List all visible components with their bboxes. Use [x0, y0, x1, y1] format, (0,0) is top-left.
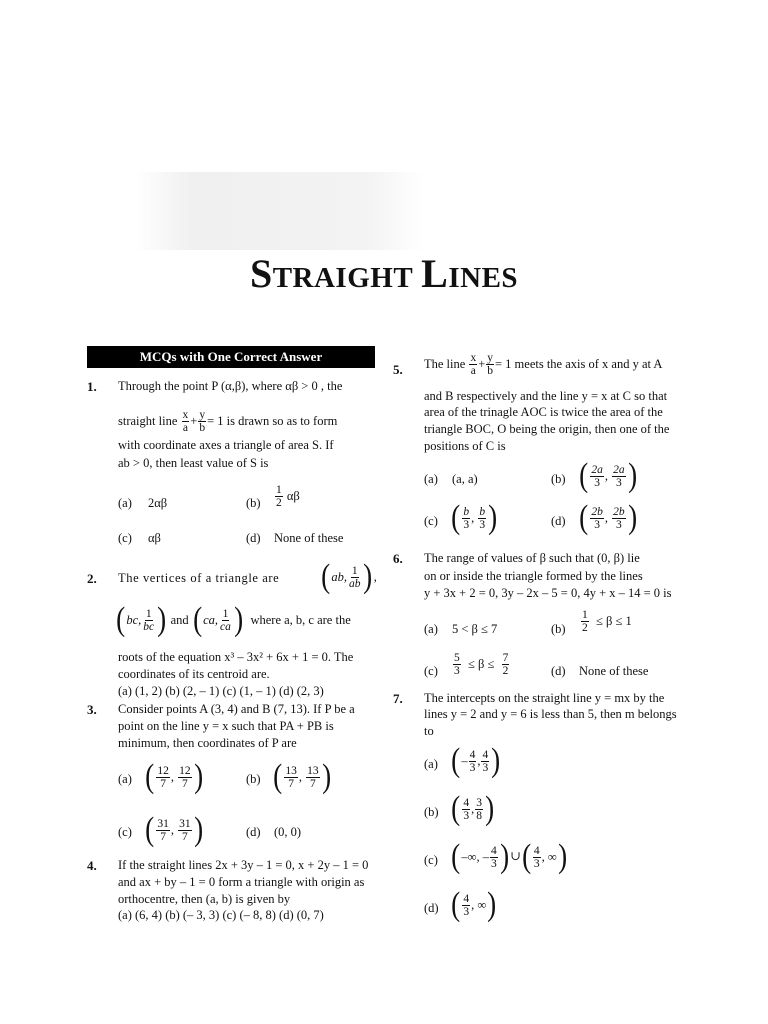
- option-value: [272, 758, 332, 795]
- question-text: The range of values of β such that (0, β) lie: [424, 551, 640, 565]
- option-value: [450, 886, 498, 923]
- question-text: point on the line y = x such that PA + PB is: [118, 719, 334, 733]
- numerator: 2a: [591, 463, 603, 476]
- text: –∞, –: [461, 849, 489, 864]
- fraction: [198, 409, 206, 434]
- fraction: [306, 765, 320, 790]
- option-value: [450, 742, 502, 779]
- denominator: 3: [463, 905, 470, 918]
- fraction: [502, 652, 510, 677]
- option-label: (d): [424, 901, 439, 915]
- text: ,: [373, 569, 377, 584]
- question-text: Through the point P (α,β), where αβ > 0 , the: [118, 379, 343, 393]
- denominator: ab: [348, 577, 361, 590]
- chapter-title: [0, 250, 768, 297]
- question-number: 3.: [87, 702, 97, 717]
- scan-smudge: [135, 172, 425, 250]
- numerator: b: [463, 505, 470, 518]
- option-value: [578, 499, 638, 536]
- numerator: 4: [533, 844, 540, 857]
- fraction: [481, 749, 489, 774]
- fraction: [612, 464, 626, 489]
- denominator: bc: [143, 620, 155, 633]
- question-text: [424, 352, 662, 377]
- parenthesized: ( $\frac{2b}{3}$ , $\frac{2b}{3}$ ): [579, 499, 637, 536]
- operator: +: [190, 414, 198, 428]
- question-text: coordinates of its centroid are.: [118, 667, 270, 681]
- question-number: 5.: [393, 362, 403, 377]
- numerator: 3: [476, 796, 482, 809]
- option-value: [144, 758, 204, 795]
- numerator: x: [470, 352, 477, 364]
- question-text: roots of the equation x³ – 3x² + 6x + 1 = 0. The: [118, 650, 354, 664]
- question-text: to: [424, 724, 434, 738]
- numerator: x: [182, 409, 189, 421]
- parenthesized: ( $\frac{4}{3}$ , $\frac{3}{8}$ ): [451, 790, 495, 827]
- fraction: [178, 818, 192, 843]
- option-label: (a): [118, 772, 132, 786]
- title-ines: INES: [448, 262, 519, 294]
- parenthesized: ( $\frac{4}{3}$ , ∞ ): [521, 838, 568, 875]
- option-label: (a): [424, 622, 438, 636]
- text: ab,: [331, 569, 347, 584]
- numerator: 1: [222, 607, 229, 620]
- fraction: [469, 352, 477, 377]
- fraction: [478, 506, 486, 531]
- numerator: 31: [179, 817, 191, 830]
- option-value: [274, 484, 300, 509]
- fraction: [462, 797, 470, 822]
- question-text: on or inside the triangle formed by the lines: [424, 569, 643, 583]
- fraction: [182, 409, 190, 434]
- denominator: 2: [502, 665, 509, 677]
- text: straight line: [118, 414, 178, 428]
- denominator: 3: [463, 809, 470, 822]
- fraction: [469, 749, 477, 774]
- text: αβ: [286, 489, 300, 503]
- question-number: 4.: [87, 858, 97, 873]
- option-value: αβ: [148, 531, 161, 545]
- numerator: 2a: [613, 463, 625, 476]
- numerator: b: [479, 505, 486, 518]
- title-l: L: [421, 251, 449, 296]
- numerator: 4: [482, 748, 489, 761]
- denominator: 3: [594, 476, 600, 489]
- denominator: 3: [594, 518, 600, 531]
- option-value: [578, 457, 638, 494]
- operator: ∪: [510, 848, 521, 863]
- question-text: The vertices of a triangle are: [118, 571, 280, 585]
- text: –: [461, 753, 468, 768]
- parenthesized: ( $\frac{2a}{3}$ , $\frac{2a}{3}$ ): [579, 457, 637, 494]
- option-label: (c): [424, 514, 438, 528]
- denominator: 7: [309, 777, 316, 790]
- fraction: [581, 609, 589, 634]
- options: (a) (6, 4) (b) (– 3, 3) (c) (– 8, 8) (d) (0, 7): [118, 908, 324, 922]
- question-text: [118, 409, 337, 434]
- option-value: [450, 838, 568, 875]
- fraction: [219, 608, 232, 633]
- text: , ∞: [541, 849, 557, 864]
- denominator: 3: [533, 857, 540, 870]
- denominator: 3: [615, 476, 622, 489]
- option-label: (d): [551, 514, 566, 528]
- question-text: ab > 0, then least value of S is: [118, 456, 269, 470]
- text: ≤ β ≤ 1: [596, 614, 632, 628]
- text: ca,: [203, 612, 219, 627]
- options: (a) (1, 2) (b) (2, – 1) (c) (1, – 1) (d) (2, 3): [118, 684, 324, 698]
- parenthesized: ( $\frac{b}{3}$ , $\frac{b}{3}$ ): [451, 499, 498, 536]
- option-label: (c): [424, 664, 438, 678]
- fraction: [486, 352, 494, 377]
- text: bc,: [126, 612, 142, 627]
- question-text: Consider points A (3, 4) and B (7, 13). If P be a: [118, 702, 355, 716]
- option-label: (a): [424, 472, 438, 486]
- option-value: 2αβ: [148, 496, 168, 510]
- numerator: 1: [145, 607, 152, 620]
- fraction: [612, 506, 626, 531]
- numerator: 31: [157, 817, 169, 830]
- parenthesized: ( – $\frac{4}{3}$ , $\frac{4}{3}$ ): [451, 742, 501, 779]
- text: and: [170, 612, 189, 627]
- option-value: None of these: [274, 531, 344, 545]
- option-label: (c): [118, 531, 132, 545]
- option-label: (b): [551, 472, 566, 486]
- question-text: y + 3x + 2 = 0, 3y – 2x – 5 = 0, 4y + x – 14 = 0 is: [424, 586, 672, 600]
- denominator: 3: [463, 518, 470, 531]
- numerator: 4: [469, 748, 476, 761]
- fraction: [156, 818, 170, 843]
- numerator: 12: [179, 764, 191, 777]
- parenthesized: ( ab, $\frac{1}{ab}$ ): [321, 558, 373, 595]
- question-text: and ax + by – 1 = 0 form a triangle with origin as: [118, 875, 365, 889]
- question-number: 1.: [87, 379, 97, 394]
- option-value: (a, a): [452, 472, 478, 486]
- vertex: [320, 558, 377, 595]
- denominator: 7: [181, 830, 188, 843]
- parenthesized: ( $\frac{12}{7}$ , $\frac{12}{7}$ ): [145, 758, 203, 795]
- denominator: b: [199, 422, 206, 434]
- fraction: [533, 845, 541, 870]
- question-text: triangle BOC, O being the origin, then one of the: [424, 422, 670, 436]
- parenthesized: ( ca, $\frac{1}{ca}$ ): [192, 601, 244, 638]
- fraction: [275, 484, 283, 509]
- denominator: 3: [482, 761, 489, 774]
- parenthesized: ( –∞, – $\frac{4}{3}$ ): [451, 838, 509, 875]
- denominator: 3: [479, 518, 486, 531]
- denominator: 3: [454, 665, 460, 677]
- question-text: The intercepts on the straight line y = mx by the: [424, 691, 665, 705]
- fraction: [590, 506, 604, 531]
- title-s: S: [249, 251, 273, 296]
- question-text: minimum, then coordinates of P are: [118, 736, 297, 750]
- fraction: [490, 845, 498, 870]
- question-text: orthocentre, then (a, b) is given by: [118, 892, 291, 906]
- option-label: (d): [246, 531, 261, 545]
- fraction: [462, 506, 470, 531]
- denominator: 3: [615, 518, 622, 531]
- denominator: 3: [469, 761, 476, 774]
- text: where a, b, c are the: [250, 612, 351, 627]
- option-value: 5 < β ≤ 7: [452, 622, 498, 636]
- denominator: a: [182, 422, 188, 434]
- option-value: [450, 790, 495, 827]
- denominator: a: [470, 365, 476, 377]
- option-label: (b): [424, 805, 439, 819]
- fraction: [453, 652, 461, 677]
- numerator: 12: [157, 764, 169, 777]
- denominator: 7: [160, 777, 166, 790]
- option-label: (d): [246, 825, 261, 839]
- option-label: (a): [118, 496, 132, 510]
- fraction: [284, 765, 298, 790]
- parenthesized: ( $\frac{4}{3}$ , ∞ ): [451, 886, 497, 923]
- numerator: 4: [463, 892, 470, 905]
- title-traight: TRAIGHT: [272, 262, 414, 294]
- question-text: positions of C is: [424, 439, 506, 453]
- numerator: 4: [491, 844, 497, 857]
- option-label: (b): [246, 772, 261, 786]
- numerator: 5: [454, 652, 460, 664]
- question-text: area of the trinagle AOC is twice the area of the: [424, 405, 663, 419]
- fraction: [348, 565, 362, 590]
- denominator: 3: [491, 857, 497, 870]
- denominator: 8: [476, 809, 482, 822]
- text: , ∞: [471, 897, 487, 912]
- parenthesized: ( $\frac{31}{7}$ , $\frac{31}{7}$ ): [145, 811, 203, 848]
- numerator: 2b: [613, 505, 625, 518]
- question-text: lines y = 2 and y = 6 is less than 5, then m belongs: [424, 707, 677, 721]
- text: = 1 meets the axis of x and y at A: [495, 357, 663, 371]
- numerator: 7: [502, 652, 509, 664]
- text: ≤ β ≤: [468, 657, 495, 671]
- option-label: (d): [551, 664, 566, 678]
- denominator: 2: [276, 497, 282, 509]
- option-label: (c): [118, 825, 132, 839]
- option-value: (0, 0): [274, 825, 302, 839]
- fraction: [475, 797, 483, 822]
- numerator: y: [199, 409, 206, 421]
- option-value: [580, 609, 632, 634]
- numerator: y: [487, 352, 493, 364]
- denominator: 7: [181, 777, 188, 790]
- numerator: 2b: [591, 505, 603, 518]
- option-label: (b): [246, 496, 261, 510]
- text: = 1 is drawn so as to form: [207, 414, 338, 428]
- numerator: 13: [285, 764, 297, 777]
- numerator: 1: [276, 484, 282, 496]
- question-number: 2.: [87, 571, 97, 586]
- fraction: [462, 893, 470, 918]
- question-text: If the straight lines 2x + 3y – 1 = 0, x + 2y – 1 = 0: [118, 858, 369, 872]
- fraction: [590, 464, 604, 489]
- numerator: 4: [463, 796, 470, 809]
- question-text: and B respectively and the line y = x at C so that: [424, 389, 668, 403]
- option-label: (a): [424, 757, 438, 771]
- denominator: 2: [582, 622, 588, 634]
- numerator: 1: [351, 564, 358, 577]
- option-label: (c): [424, 853, 438, 867]
- vertex: [115, 601, 351, 638]
- question-number: 7.: [393, 691, 403, 706]
- section-header: MCQs with One Correct Answer: [87, 346, 375, 368]
- option-value: None of these: [579, 664, 649, 678]
- numerator: 1: [582, 609, 588, 621]
- denominator: 7: [160, 830, 166, 843]
- fraction: [156, 765, 170, 790]
- text: The line: [424, 357, 466, 371]
- parenthesized: ( bc, $\frac{1}{bc}$ ): [116, 601, 167, 638]
- fraction: [178, 765, 192, 790]
- denominator: ca: [220, 620, 231, 633]
- denominator: b: [487, 365, 493, 377]
- option-value: [450, 499, 498, 536]
- numerator: 13: [307, 764, 319, 777]
- question-number: 6.: [393, 551, 403, 566]
- denominator: 7: [288, 777, 294, 790]
- option-label: (b): [551, 622, 566, 636]
- parenthesized: ( $\frac{13}{7}$ , $\frac{13}{7}$ ): [273, 758, 331, 795]
- question-text: with coordinate axes a triangle of area S. If: [118, 438, 334, 452]
- option-value: [144, 811, 204, 848]
- option-value: [452, 652, 510, 677]
- operator: +: [478, 357, 486, 371]
- fraction: [142, 608, 155, 633]
